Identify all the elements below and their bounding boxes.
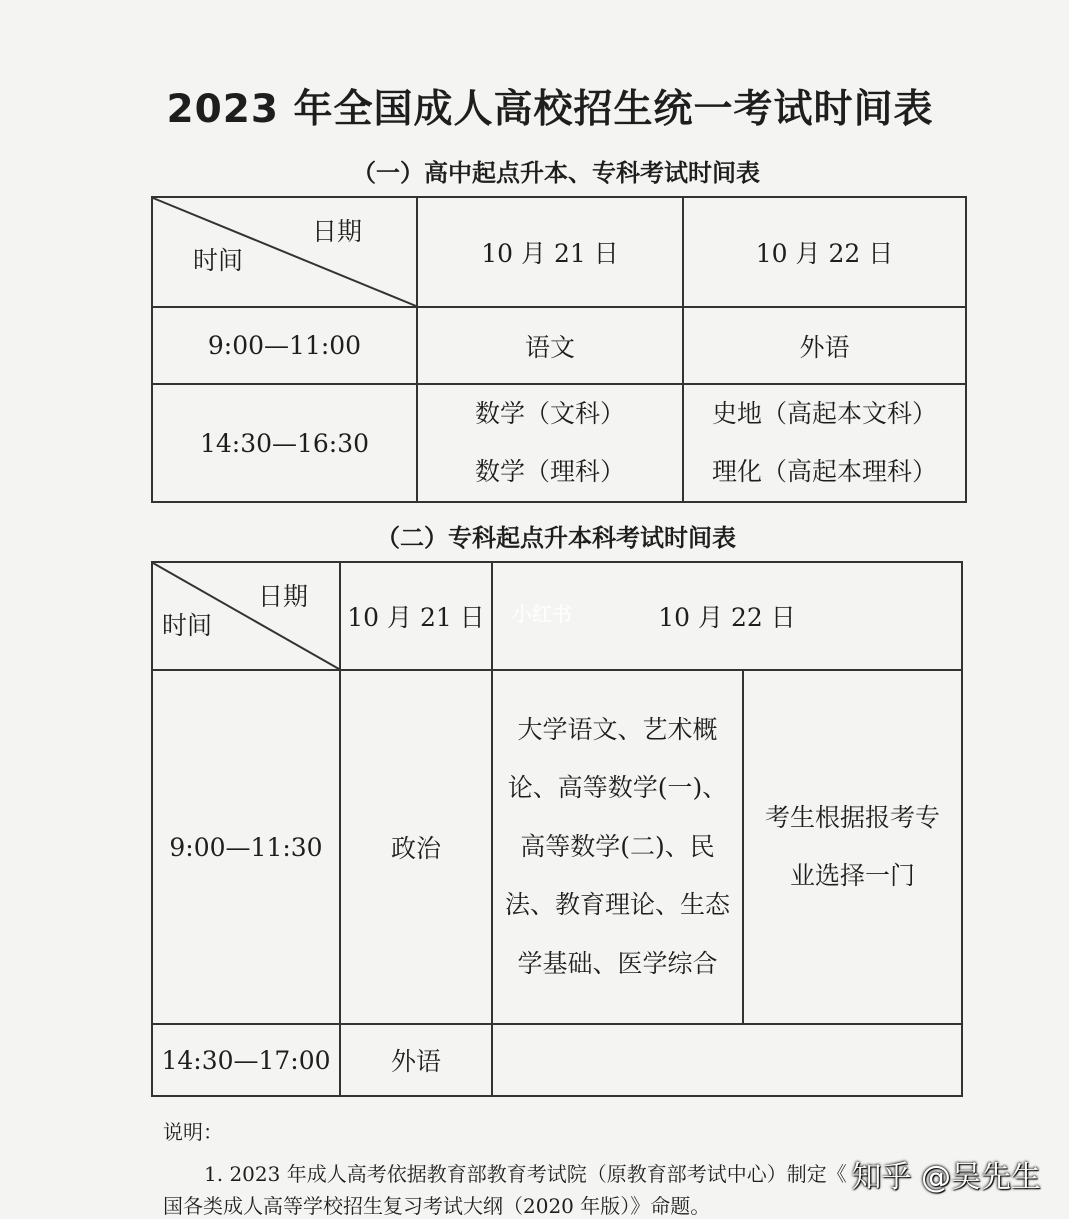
- table1-header-time: 时间: [193, 246, 244, 275]
- table2-title: （二）专科起点升本科考试时间表: [376, 524, 736, 552]
- table2-row1-day1: 政治: [390, 834, 441, 863]
- table2-row1-time: 9:00—11:30: [169, 832, 323, 862]
- table2-header-time: 时间: [162, 611, 213, 640]
- table1-col-date-2: 10 月 22 日: [755, 239, 894, 268]
- table1-row2-day2-line: 史地（高起本文科）: [711, 399, 937, 428]
- notes-line-2: 国各类成人高等学校招生复习考试大纲（2020 年版）》命题。: [163, 1194, 711, 1218]
- table1-row2-day1-line: 数学（文科）: [474, 399, 625, 428]
- subject-line: 论、高等数学(一)、: [507, 773, 728, 803]
- table1-row2-day1: [418, 385, 682, 501]
- table1-row1-day2: 外语: [799, 332, 850, 362]
- subject-line: 大学语文、艺术概: [517, 714, 718, 744]
- subject-line: 学基础、医学综合: [517, 948, 718, 978]
- note-line: 业选择一门: [789, 861, 915, 890]
- table2-col-date-2: 10 月 22 日: [658, 603, 796, 632]
- note-line: 考生根据报考专: [764, 803, 940, 832]
- table1-row2-day1-line: 数学（理科）: [474, 457, 625, 486]
- page-title: 2023 年全国成人高校招生统一考试时间表: [166, 87, 934, 132]
- table2-row1-day2-subjects: [493, 671, 742, 1023]
- table1-header-date: 日期: [312, 217, 363, 246]
- table1-header-diagonal: [151, 196, 417, 307]
- notes-heading: 说明：: [163, 1120, 223, 1144]
- notes-line-1: 1. 2023 年成人高考依据教育部教育考试院（原教育部考试中心）制定《: [204, 1162, 847, 1186]
- table2-row2-day1: 外语: [390, 1047, 441, 1076]
- table1-row2-day2-line: 理化（高起本理科）: [711, 457, 937, 486]
- table2-row2-time: 14:30—17:00: [161, 1045, 331, 1075]
- table1-col-date-1: 10 月 21 日: [481, 239, 619, 268]
- zhihu-watermark: 知乎 @吴先生: [851, 1160, 1041, 1195]
- table2-header-date: 日期: [258, 582, 309, 611]
- subject-line: 法、教育理论、生态: [504, 890, 730, 920]
- small-watermark: 小红书: [512, 602, 572, 626]
- table1-row2-day2: [684, 385, 965, 501]
- table1-row2-time: 14:30—16:30: [199, 428, 370, 458]
- table2-row1-day2-note: [744, 671, 961, 1023]
- table2-row2-day2: [493, 1025, 961, 1095]
- subject-line: 高等数学(二)、民: [520, 831, 715, 861]
- table1-title: （一）高中起点升本、专科考试时间表: [352, 159, 760, 187]
- table2-col-date-1: 10 月 21 日: [347, 603, 485, 632]
- table1-row1-time: 9:00—11:00: [207, 331, 362, 360]
- table1-row1-day1: 语文: [524, 332, 575, 362]
